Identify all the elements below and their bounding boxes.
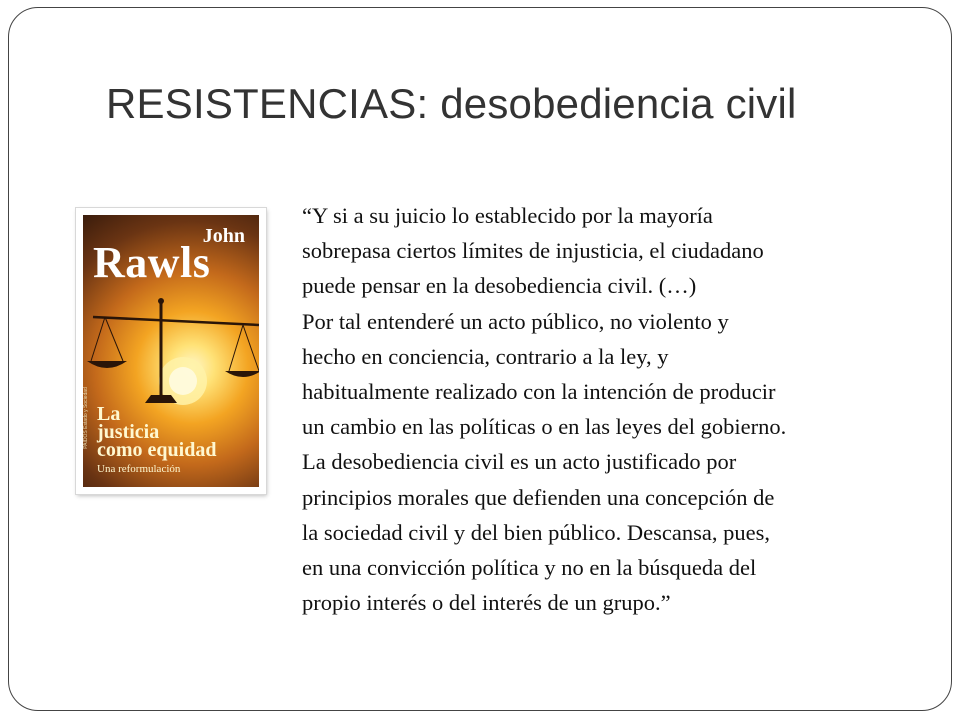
- quote-line: propio interés o del interés de un grupo.”: [302, 590, 671, 616]
- quote-line: puede pensar en la desobediencia civil. (…): [302, 273, 697, 299]
- slide-title: RESISTENCIAS: desobediencia civil: [106, 80, 797, 127]
- quote-line: sobrepasa ciertos límites de injusticia, el ciudadano: [302, 238, 764, 264]
- book-title-line: La: [97, 403, 121, 425]
- quote-line: la sociedad civil y del bien público. Descansa, pues,: [302, 519, 770, 545]
- book-author-first-name: John: [202, 225, 245, 247]
- book-author-last-name: Rawls: [93, 238, 211, 287]
- book-subtitle: Una reformulación: [97, 463, 181, 475]
- book-title-line: justicia: [97, 421, 160, 443]
- quote-line: principios morales que defienden una concepción de: [302, 484, 775, 510]
- quote-line: “Y si a su juicio lo establecido por la mayoría: [302, 203, 713, 228]
- quote-text: [302, 198, 932, 620]
- book-cover-image: [76, 208, 266, 494]
- book-title: [97, 405, 257, 459]
- book-cover-art: [83, 215, 259, 487]
- book-publisher-text: PAIDÓS Estado y Sociedad: [83, 387, 89, 449]
- quote-line: habitualmente realizado con la intención de producir: [302, 379, 776, 405]
- quote-line: un cambio en las políticas o en las leyes del gobierno.: [302, 414, 787, 440]
- quote-line: hecho en conciencia, contrario a la ley, y: [302, 343, 669, 369]
- quote-line: La desobediencia civil es un acto justificado por: [302, 449, 737, 475]
- quote-line: Por tal entenderé un acto público, no violento y: [302, 308, 729, 334]
- book-title-line: como equidad: [97, 439, 217, 461]
- quote-line: en una convicción política y no en la búsqueda del: [302, 555, 757, 581]
- scales-of-justice-icon: [83, 295, 259, 415]
